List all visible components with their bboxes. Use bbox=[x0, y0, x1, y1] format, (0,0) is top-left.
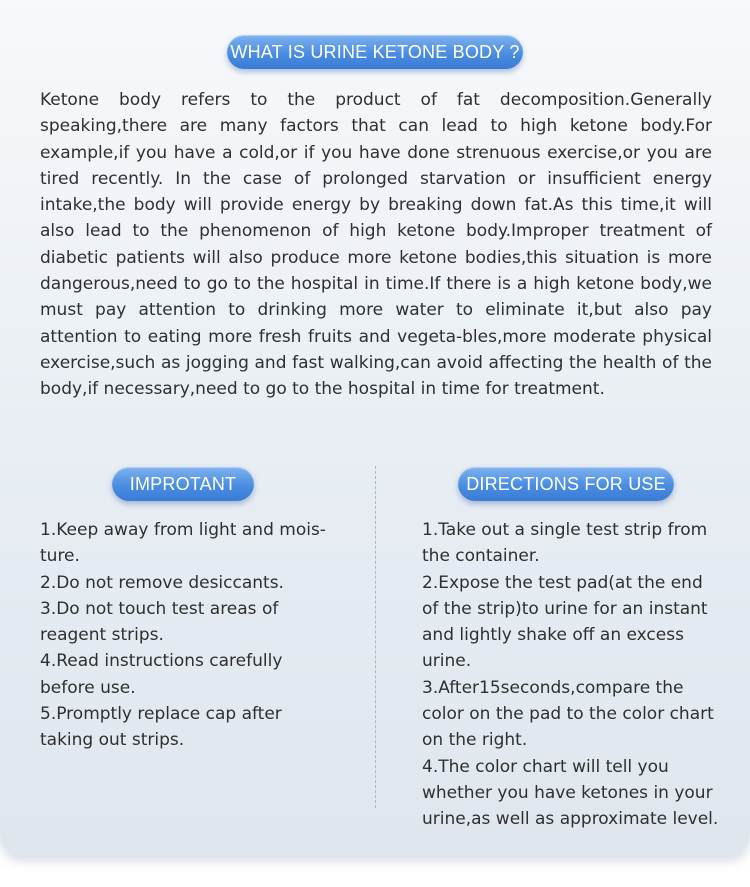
intro-paragraph: Ketone body refers to the product of fat decomposition.Generally speaking,there are many factors that can lead to high ketone body.For example,if you have a cold,or if you have done strenuous exercise,or you are tired recently. In the case of prolonged starvation or insufficient energy intake,the body will provide energy by breaking down fat.As this time,it will also lead to the phenomenon of high ketone body.Improper treatment of diabetic patients will also produce more ketone bodies,this situation is more dangerous,need to go to the hospital in time.If there is a high ketone body,we must pay attention to drinking more water to eliminate it,but also pay attention to eating more fresh fruits and vegeta-bles,more moderate physical exercise,such as jogging and fast walking,can avoid affecting the health of the body,if necessary,need to go to the hospital in time for treatment. bbox=[40, 90, 712, 400]
section-title-directions: DIRECTIONS FOR USE bbox=[458, 467, 674, 501]
section-title-urine-ketone: WHAT IS URINE KETONE BODY ? bbox=[227, 35, 523, 69]
important-list bbox=[40, 517, 340, 754]
important-item: 2.Do not remove desiccants. bbox=[40, 572, 284, 593]
important-item: 3.Do not touch test areas of reagent strips. bbox=[40, 598, 279, 646]
section-title-important: IMPROTANT bbox=[112, 467, 254, 501]
directions-list bbox=[422, 517, 722, 833]
important-item: 4.Read instructions carefully before use. bbox=[40, 651, 283, 698]
direction-item: 4.The color chart will tell you whether you have ketones in your urine,as well as approximate level. bbox=[422, 756, 719, 830]
important-item: 1.Keep away from light and mois-ture. bbox=[40, 520, 326, 567]
direction-item: 3.After15seconds,compare the color on the pad to the color chart on the right. bbox=[422, 677, 714, 751]
column-divider bbox=[375, 466, 376, 808]
direction-item: 2.Expose the test pad(at the end of the strip)to urine for an instant and lightly shake off an excess urine. bbox=[422, 572, 708, 672]
direction-item: 1.Take out a single test strip from the container. bbox=[422, 520, 708, 567]
important-item: 5.Promptly replace cap after taking out strips. bbox=[40, 704, 282, 751]
